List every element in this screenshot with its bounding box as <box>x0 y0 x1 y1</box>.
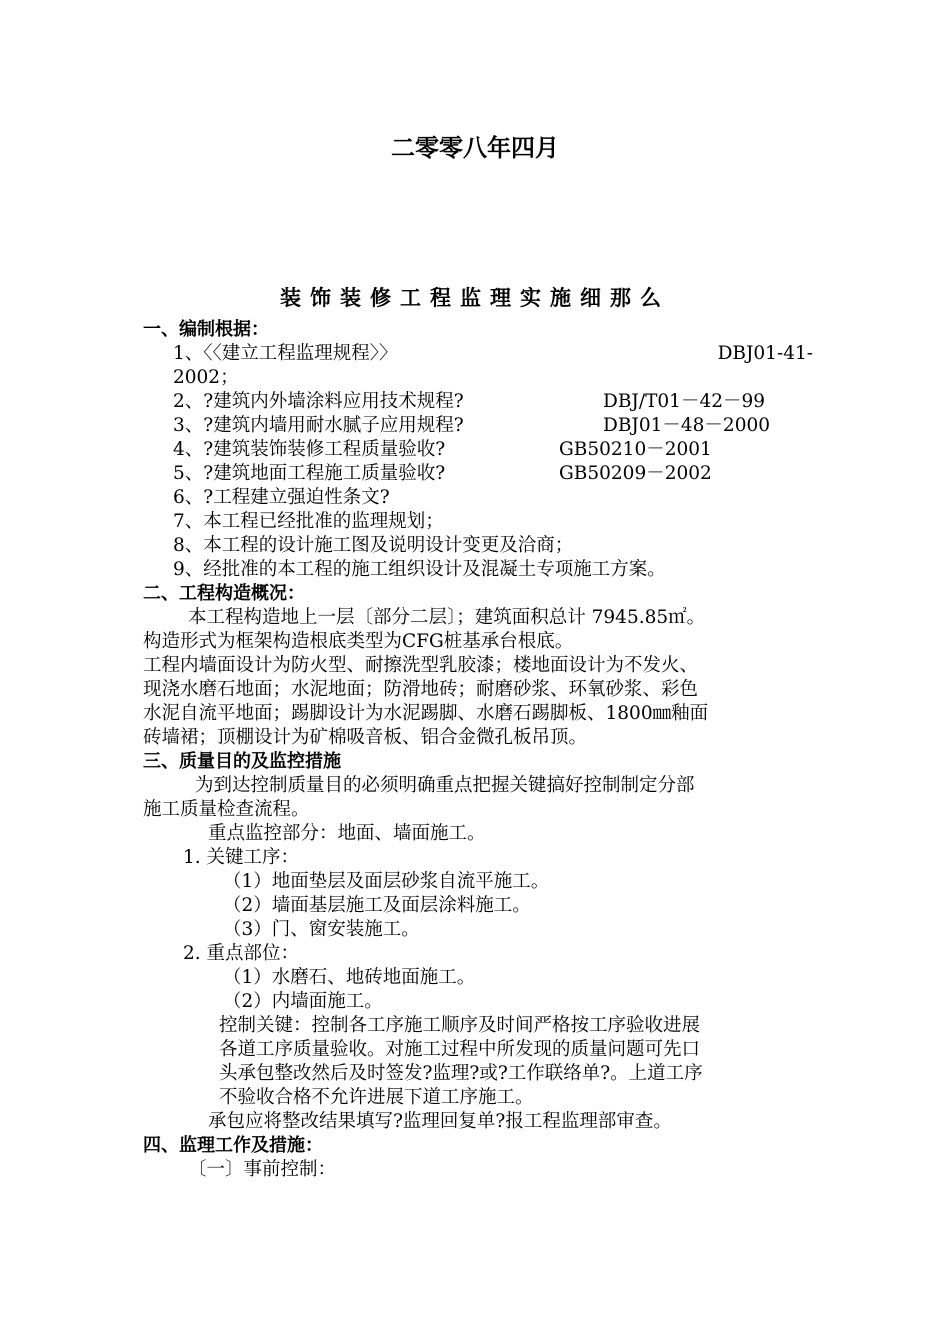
list-item: （3）门、窗安装施工。 <box>223 919 420 940</box>
reference-item <box>143 390 813 414</box>
reference-item: 8、本工程的设计施工图及说明设计变更及洽商； <box>173 535 574 556</box>
paragraph-line: 为到达控制质量目的必须明确重点把握关键搞好控制制定分部 <box>195 775 695 796</box>
reference-text: 4、?建筑装饰装修工程质量验收? <box>173 439 446 460</box>
reference-item: 6、?工程建立强迫性条文? <box>173 487 390 508</box>
reference-continuation: 2002； <box>173 367 239 388</box>
reference-text: 5、?建筑地面工程施工质量验收? <box>173 463 446 484</box>
list-item: （1）水磨石、地砖地面施工。 <box>223 967 476 988</box>
paragraph-line: 各道工序质量验收。对施工过程中所发现的质量问题可先口 <box>219 1039 701 1060</box>
paragraph-line: 施工质量检查流程。 <box>143 799 310 820</box>
reference-code: GB50210－2001 <box>559 439 712 460</box>
reference-code: GB50209－2002 <box>559 463 712 484</box>
paragraph-line: 砖墙裙；顶棚设计为矿棉吸音板、铝合金微孔板吊顶。 <box>143 727 588 748</box>
paragraph-line: 本工程构造地上一层〔部分二层〕；建筑面积总计 7945.85㎡。 <box>188 607 706 628</box>
reference-item: 7、本工程已经批准的监理规划； <box>173 511 444 532</box>
list-item: （2）内墙面施工。 <box>223 991 383 1012</box>
reference-code: DBJ/T01－42－99 <box>603 391 766 412</box>
list-item: （2）墙面基层施工及面层涂料施工。 <box>223 895 531 916</box>
reference-text: 3、?建筑内墙用耐水腻子应用规程? <box>173 415 464 436</box>
paragraph-line: 控制关键：控制各工序施工顺序及时间严格按工序验收进展 <box>219 1015 701 1036</box>
subheading: 2. 重点部位： <box>183 943 300 964</box>
subheading: 〔一〕事前控制： <box>188 1159 337 1180</box>
document-title: 装饰装修工程监理实施细那么 <box>280 286 670 310</box>
section-heading: 二、工程构造概况： <box>143 583 305 604</box>
paragraph-line: 重点监控部分：地面、墙面施工。 <box>208 823 486 844</box>
paragraph-line: 构造形式为框架构造根底类型为CFG桩基承台根底。 <box>143 631 574 652</box>
reference-text: 1、〈〈建立工程监理规程〉〉 <box>173 343 398 364</box>
document-body <box>143 318 813 1182</box>
reference-item <box>143 342 813 366</box>
section-heading: 四、监理工作及措施： <box>143 1135 323 1156</box>
section-heading: 三、质量目的及监控措施 <box>143 751 341 772</box>
section-heading: 一、编制根据： <box>143 319 269 340</box>
list-item: （1）地面垫层及面层砂浆自流平施工。 <box>223 871 550 892</box>
paragraph-line: 现浇水磨石地面；水泥地面；防滑地砖；耐磨砂浆、环氧砂浆、彩色 <box>143 679 699 700</box>
reference-text: 2、?建筑内外墙涂料应用技术规程? <box>173 391 464 412</box>
subheading: 1. 关键工序： <box>183 847 300 868</box>
paragraph-line: 水泥自流平地面；踢脚设计为水泥踢脚、水磨石踢脚板、1800㎜釉面 <box>143 703 709 724</box>
reference-code: DBJ01－48－2000 <box>603 415 771 436</box>
reference-code: DBJ01-41- <box>717 343 813 364</box>
reference-item <box>143 438 813 462</box>
reference-item <box>143 414 813 438</box>
paragraph-line: 不验收合格不允许进展下道工序施工。 <box>219 1087 534 1108</box>
document-date: 二零零八年四月 <box>391 134 559 162</box>
paragraph-line: 工程内墙面设计为防火型、耐擦洗型乳胶漆；楼地面设计为不发火、 <box>143 655 699 676</box>
reference-item: 9、经批准的本工程的施工组织设计及混凝土专项施工方案。 <box>173 559 666 580</box>
paragraph-line: 头承包整改然后及时签发?监理?或?工作联络单?。上道工序 <box>219 1063 703 1084</box>
paragraph-line: 承包应将整改结果填写?监理回复单?报工程监理部审查。 <box>208 1111 672 1132</box>
reference-item <box>143 462 813 486</box>
